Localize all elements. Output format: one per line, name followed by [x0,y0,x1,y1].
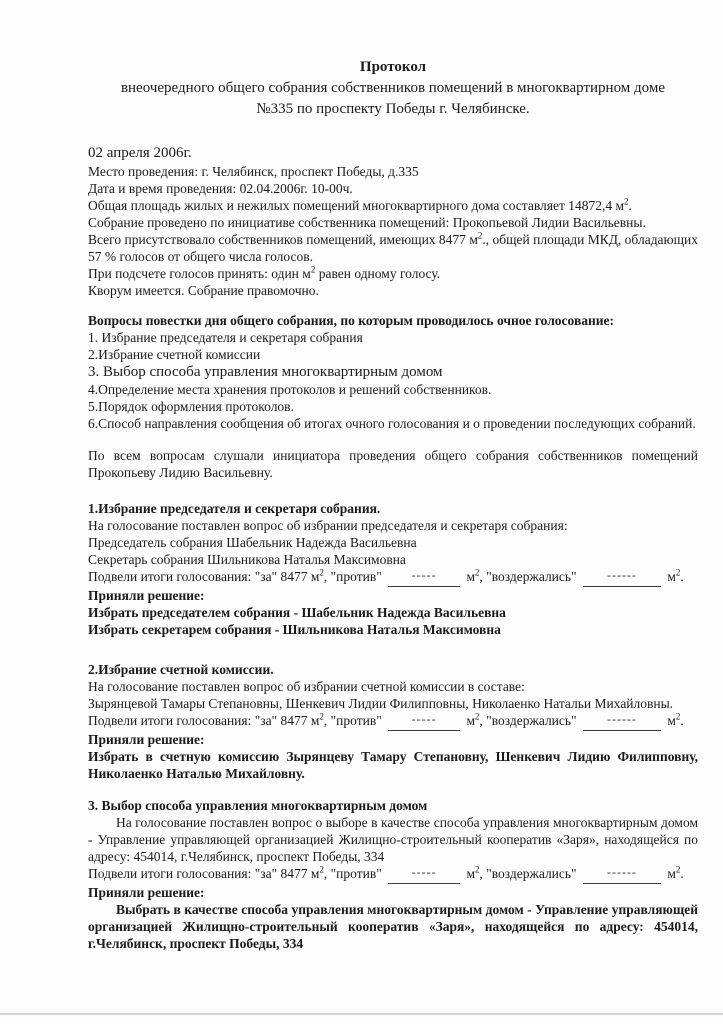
blank-field [583,865,661,884]
section-1 [88,500,698,638]
text-segment: , "воздержались" [479,713,577,728]
scan-edge-artifact [0,1013,723,1015]
text-segment: . [628,198,632,213]
section-1-body-line: На голосование поставлен вопрос об избрании председателя и секретаря собрания: [88,518,568,533]
text-segment: Подвели итоги голосования: "за" 8477 м [88,569,320,584]
blank-field [388,568,460,587]
section-1-vote-results-line [88,568,698,587]
text-segment: м [667,569,676,584]
agenda-item-1: 1. Избрание председателя и секретаря собрания [88,330,363,345]
text-segment: . [680,569,684,584]
vote-counting-rule-line [88,265,698,282]
meeting-place-line: Место проведения: г. Челябинск, проспект Победы, д.335 [88,164,419,179]
section-3-heading: 3. Выбор способа управления многоквартирным домом [88,798,428,813]
agenda-heading: Вопросы повестки дня общего собрания, по которым проводилось очное голосование: [88,313,615,328]
blank-field [583,568,661,587]
document-subtitle-line1: внеочередного общего собрания собственников помещений в многоквартирном доме [120,80,666,96]
section-2-decision: Избрать в счетную комиссию Зырянцеву Тамару Степановну, Шенкевич Лидию Филипповну, Николаенко Наталью Михайловну. [88,749,698,781]
text-segment: . [680,866,684,881]
section-1-chairman-line: Председатель собрания Шабельник Надежда Васильевна [88,535,417,550]
section-1-secretary-line: Секретарь собрания Шильникова Наталья Максимовна [88,552,406,567]
sup-2: 2 [675,711,681,722]
sup-2: 2 [310,264,316,275]
total-area-line [88,197,698,214]
blank-field [583,712,661,731]
text-segment: . [680,713,684,728]
text-segment: м [667,866,676,881]
sup-2: 2 [319,864,324,875]
agenda-block [88,312,698,432]
agenda-item-2: 2.Избрание счетной комиссии [88,347,261,362]
sup-2: 2 [475,711,480,722]
dash-fill: ------ [606,712,637,726]
sup-2: 2 [624,196,629,207]
text-segment: равен одному голосу. [315,266,441,281]
section-1-decision-line-1: Избрать председателем собрания - Шабельник Надежда Васильевна [88,605,506,620]
dash-fill: ----- [411,712,437,726]
section-1-resolution-label: Приняли решение: [88,588,205,603]
section-1-heading: 1.Избрание председателя и секретаря собрания. [88,501,381,516]
text-segment: Подвели итоги голосования: "за" 8477 м [88,713,320,728]
section-3-resolution-label: Приняли решение: [88,885,205,900]
section-3-decision: Выбрать в качестве способа управления многоквартирным домом - Управление управляющей организацией Жилищно-строительный кооператив «Заря», находящейся по адресу: 454014, г.Челябинск, проспект Победы, 334 [88,902,698,951]
dash-fill: ------ [606,865,637,879]
text-segment: Всего присутствовало собственников помещений, имеющих 8477 м [88,232,478,247]
sup-2: 2 [475,567,480,578]
section-3-body: На голосование поставлен вопрос о выборе в качестве способа управления многоквартирным домом - Управление управляющей организацией Жилищно-строительный кооператив «Заря», находящейся по адресу: 454014, г.Челябинск, проспект Победы, 334 [88,815,698,864]
sup-2: 2 [319,711,324,722]
sup-2: 2 [477,230,483,241]
section-2-heading: 2.Избрание счетной комиссии. [88,662,274,677]
document-title: Протокол [359,59,427,75]
text-segment: , "воздержались" [479,569,577,584]
listened-paragraph: По всем вопросам слушали инициатора проведения общего собрания собственников помещений Прокопьеву Лидию Васильевну. [88,448,698,480]
sup-2: 2 [675,567,681,578]
quorum-line: Кворум имеется. Собрание правомочно. [88,283,319,298]
text-segment: ., общей площади МКД, обладающих 57 % голосов от общего числа голосов. [88,232,699,264]
section-2-resolution-label: Приняли решение: [88,732,205,747]
document-date: 02 апреля 2006г. [88,145,192,161]
agenda-item-3: 3. Выбор способа управления многоквартирным домом [88,364,443,380]
blank-field [388,712,460,731]
text-segment: м [466,569,476,584]
sup-2: 2 [319,567,324,578]
agenda-item-6: 6.Способ направления сообщения об итогах очного голосования и о проведении последующих собраний. [88,416,696,431]
agenda-item-5: 5.Порядок оформления протоколов. [88,399,294,414]
dash-fill: ----- [411,568,437,582]
section-2 [88,661,698,782]
section-3-vote-results-line [88,865,698,884]
section-2-vote-results-line [88,712,698,731]
document-subtitle-line2: №335 по проспекту Победы г. Челябинске. [256,101,530,117]
text-segment: При подсчете голосов принять: один м [88,266,311,281]
blank-field [388,865,460,884]
dash-fill: ----- [411,865,437,879]
meeting-datetime-line: Дата и время проведения: 02.04.2006г. 10-00ч. [88,181,353,196]
text-segment: м [466,866,476,881]
text-segment: , "против" [323,713,382,728]
text-segment: , "против" [323,866,382,881]
sup-2: 2 [675,864,681,875]
dash-fill: ------ [606,568,637,582]
text-segment: Общая площадь жилых и нежилых помещений многоквартирного дома составляет 14872,4 м [88,198,625,213]
text-segment: Подвели итоги голосования: "за" 8477 м [88,866,320,881]
section-1-decision-line-2: Избрать секретарем собрания - Шильникова Наталья Максимовна [88,622,501,637]
agenda-item-4: 4.Определение места хранения протоколов и решений собственников. [88,382,492,397]
text-segment: м [667,713,676,728]
section-2-commission-members: Зырянцевой Тамары Степановны, Шенкевич Лидии Филипповны, Николаенко Натальи Михайловны. [88,696,674,711]
text-segment: м [466,713,476,728]
text-segment: , "против" [323,569,382,584]
initiator-line: Собрание проведено по инициативе собственника помещений: Прокопьевой Лидии Васильевны. [88,215,646,230]
present-owners-line [88,231,698,265]
section-2-body-line: На голосование поставлен вопрос об избрании счетной комиссии в составе: [88,679,525,694]
text-segment: , "воздержались" [479,866,577,881]
title-block [88,57,698,120]
section-3 [88,797,698,952]
sup-2: 2 [475,864,480,875]
